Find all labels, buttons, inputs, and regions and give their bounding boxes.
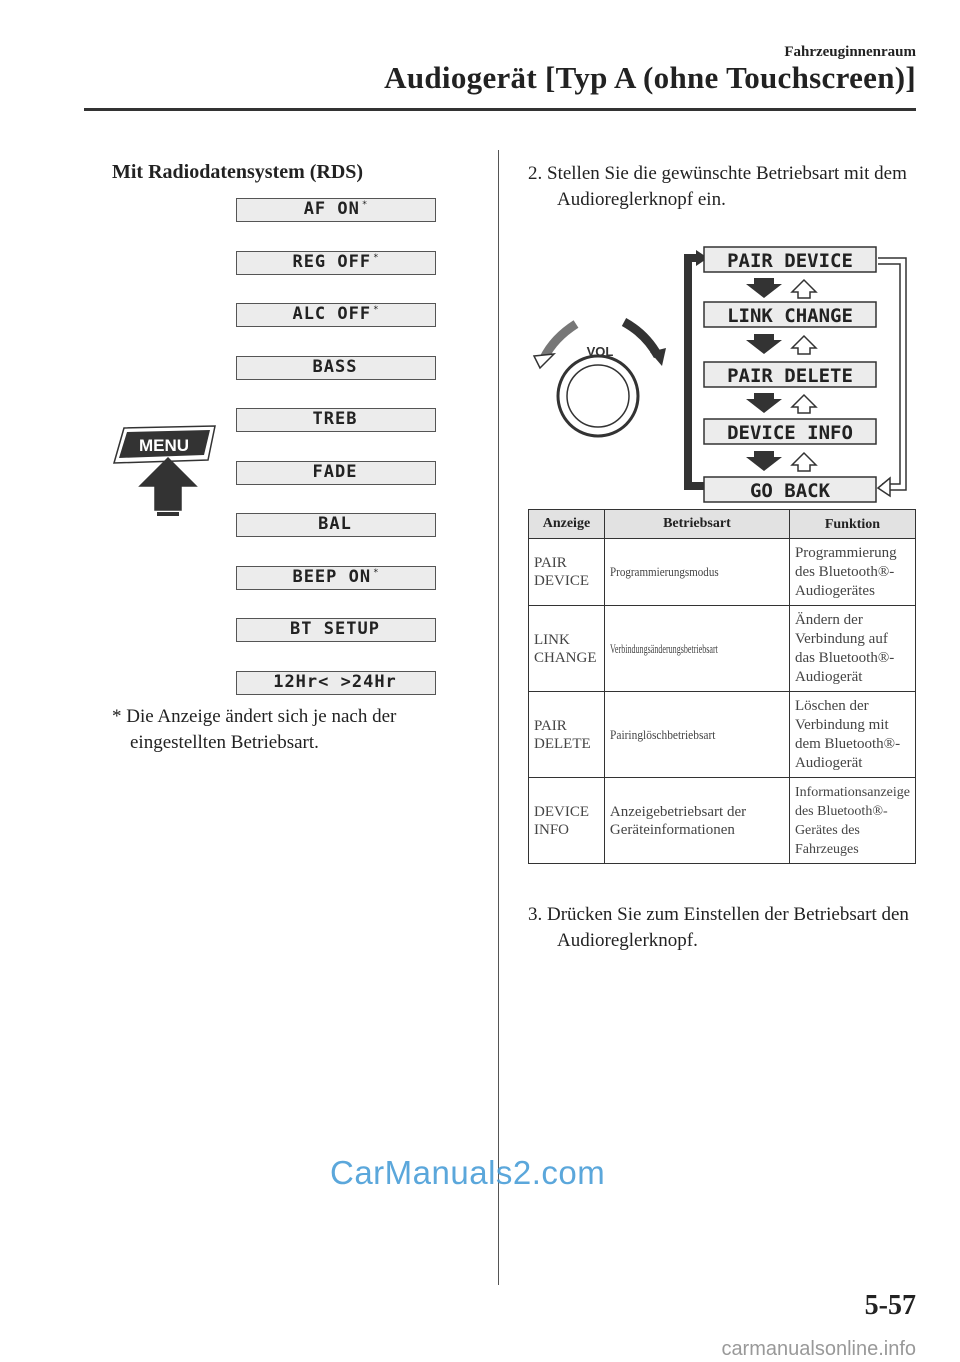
table-cell-anzeige: PAIR DELETE xyxy=(529,692,605,778)
step-2-text: 2. Stellen Sie die gewünschte Betriebsart mit dem Audioreglerknopf ein. xyxy=(528,163,907,210)
step-3-text: 3. Drücken Sie zum Einstellen der Betriebsart den Audioreglerknopf. xyxy=(528,904,909,951)
table-cell-funktion: Ändern der Verbindung auf das Bluetooth®-Audiogerät xyxy=(789,606,915,692)
mode-cycle-diagram xyxy=(520,240,920,505)
table-cell-betriebsart: Pairinglöschbetriebsart xyxy=(604,692,789,778)
loop-bracket-line xyxy=(688,258,704,486)
table-header: Anzeige xyxy=(529,510,605,539)
menu-button-illustration xyxy=(112,424,222,519)
down-arrow-icon xyxy=(746,334,782,354)
rds-heading: Mit Radiodatensystem (RDS) xyxy=(112,161,364,183)
table-header-row xyxy=(529,510,916,539)
lcd-display-beep-on: BEEP ON * xyxy=(236,566,436,590)
lcd-display-treb: TREB xyxy=(236,408,436,432)
table-cell-anzeige: LINK CHANGE xyxy=(529,606,605,692)
lcd-display-bass: BASS xyxy=(236,356,436,380)
vol-knob-icon xyxy=(558,344,638,436)
table-row xyxy=(529,692,916,778)
mode-label-go-back: GO BACK xyxy=(749,480,831,502)
table-row xyxy=(529,778,916,864)
down-arrow-icon xyxy=(746,393,782,413)
table-cell-betriebsart: Verbindungsänderungsbetriebsart xyxy=(604,606,789,692)
table-cell-anzeige: PAIR DEVICE xyxy=(529,539,605,606)
up-arrow-icon xyxy=(792,336,816,354)
mode-label-device-info: DEVICE INFO xyxy=(727,422,853,444)
table-cell-betriebsart: Programmierungsmodus xyxy=(604,539,789,606)
page-number: 5-57 xyxy=(864,1290,916,1321)
press-arrow-icon xyxy=(140,458,196,516)
mode-label-pair-device: PAIR DEVICE xyxy=(727,250,853,272)
rotate-left-arrow-icon xyxy=(534,324,576,368)
footnote: * Die Anzeige ändert sich je nach der eingestellten Betriebsart. xyxy=(112,706,397,753)
column-divider xyxy=(498,150,499,1285)
lcd-display-af-on: AF ON * xyxy=(236,198,436,222)
table-header: Funktion xyxy=(789,510,915,539)
table-cell-funktion: Programmierung des Bluetooth®-Audiogerätes xyxy=(789,539,915,606)
table-cell-funktion: Löschen der Verbindung mit dem Bluetooth®-Audiogerät xyxy=(789,692,915,778)
lcd-display-clock-format: 12Hr< >24Hr xyxy=(236,671,436,695)
menu-button-label: MENU xyxy=(138,436,190,455)
table-cell-anzeige: DEVICE INFO xyxy=(529,778,605,864)
watermark-logo: CarManuals2.com xyxy=(330,1154,606,1191)
up-arrow-icon xyxy=(792,453,816,471)
lcd-display-fade: FADE xyxy=(236,461,436,485)
rotate-right-arrow-icon xyxy=(624,322,666,366)
return-arrow-icon xyxy=(878,478,890,496)
site-watermark: carmanualsonline.info xyxy=(721,1338,916,1360)
lcd-display-bal: BAL xyxy=(236,513,436,537)
header-rule xyxy=(84,108,916,111)
table-cell-funktion: Informationsanzeige des Bluetooth®-Gerätes des Fahrzeuges xyxy=(789,778,915,864)
table-header: Betriebsart xyxy=(604,510,789,539)
header-section: Fahrzeuginnenraum xyxy=(784,44,916,60)
table-row xyxy=(529,606,916,692)
up-arrow-icon xyxy=(792,280,816,298)
up-arrow-icon xyxy=(792,395,816,413)
page-title: Audiogerät [Typ A (ohne Touchscreen)] xyxy=(384,60,916,95)
function-table xyxy=(528,509,916,864)
down-arrow-icon xyxy=(746,451,782,471)
lcd-display-bt-setup: BT SETUP xyxy=(236,618,436,642)
lcd-display-alc-off: ALC OFF * xyxy=(236,303,436,327)
mode-label-link-change: LINK CHANGE xyxy=(727,305,853,327)
vol-label: VOL xyxy=(586,344,614,359)
down-arrow-icon xyxy=(746,278,782,298)
mode-label-pair-delete: PAIR DELETE xyxy=(727,365,853,387)
table-cell-betriebsart: Anzeigebetriebsart der Geräteinformationen xyxy=(604,778,789,864)
table-row xyxy=(529,539,916,606)
lcd-display-reg-off: REG OFF * xyxy=(236,251,436,275)
